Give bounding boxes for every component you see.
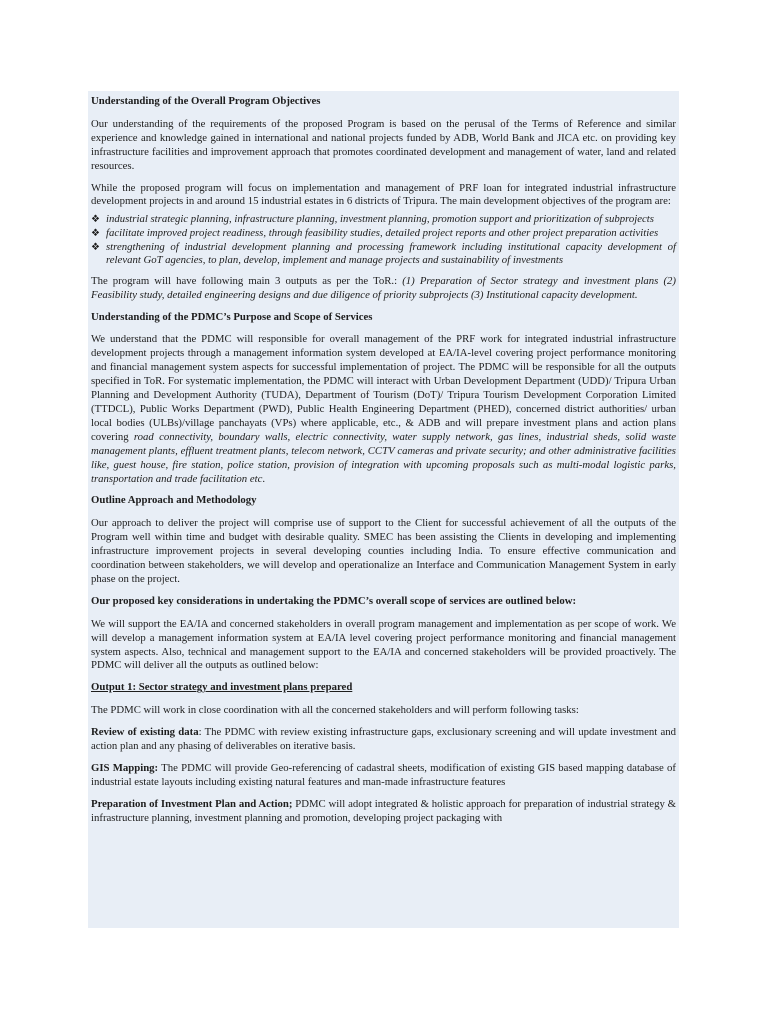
paragraph-support: We will support the EA/IA and concerned stakeholders in overall program management and implementation as per scope of work. We will develop a management information system at EA/IA level covering project performance monitoring and financial management system aspects. Also, technical and management support to the EA/IA and concerned stakeholders will be provided proactively. The PDMC will deliver all the outputs as outlined below: [91, 617, 676, 672]
list-item: ❖ facilitate improved project readiness, through feasibility studies, detailed project reports and other project preparation activities [91, 226, 659, 239]
paragraph-outputs: The program will have following main 3 outputs as per the ToR.: (1) Preparation of Sector strategy and investment plans (2) Feasibility study, detailed engineering designs and due diligence of priority subprojects (3) Institutional capacity development. [91, 274, 676, 301]
paragraph-pdmc-scope: We understand that the PDMC will responsible for overall management of the PRF work for integrated industrial infrastructure development projects through a management information system developed at EA/IA-level covering project performance monitoring and financial management system aspects for successful implementation of project. The PDMC will be responsible for all the outputs specified in ToR. For systematic implementation, the PDMC will interact with Urban Development Department (UDD)/ Tripura Urban Planning and Development Authority (TUDA), Department of Tourism (DoT)/ Tripura Tourism Development Corporation Limited (TTDCL), Public Works Department (PWD), Public Health Engineering Department (PHED), concerned district authorities/ urban local bodies (ULBs)/village panchayats (VPs) where applicable, etc., & ADB and will prepare investment plans and action plans covering road connectivity, boundary walls, electric connectivity, water supply network, gas lines, industrial sheds, solid waste management plants, effluent treatment plants, telecom network, CCTV cameras and private security; and other administrative facilities like, guest house, fire station, police station, provision of integration with upcoming proposals such as multi-modal logistic parks, transportation and trade facilitation etc. [91, 333, 676, 485]
objectives-list [91, 213, 676, 267]
paragraph-coordination: The PDMC will work in close coordination with all the concerned stakeholders and will perform following tasks: [91, 704, 579, 717]
paragraph-approach: Our approach to deliver the project will comprise use of support to the Client for successful achievement of all the outputs of the Program well within time and budget with desirable quality. SMEC has been assisting the Clients in developing and implementing infrastructure improvement projects in several developing counties including India. To ensure effective communication and coordination between stakeholders, we will develop and operationalize an Interface and Communication Management System in early phase on the project. [91, 517, 676, 585]
heading-output-1: Output 1: Sector strategy and investment plans prepared [91, 681, 353, 694]
diamond-bullet-icon: ❖ [91, 214, 100, 226]
diamond-bullet-icon: ❖ [91, 227, 100, 239]
heading-program-objectives: Understanding of the Overall Program Objectives [91, 95, 321, 107]
diamond-bullet-icon: ❖ [91, 241, 100, 253]
heading-pdmc-purpose: Understanding of the PDMC’s Purpose and Scope of Services [91, 310, 373, 323]
document-page [88, 91, 679, 928]
paragraph-investment-plan: Preparation of Investment Plan and Action; PDMC will adopt integrated & holistic approach for preparation of industrial strategy & infrastructure planning, investment planning and promotion, developing project packaging with [91, 797, 676, 824]
paragraph-program-focus: While the proposed program will focus on implementation and management of PRF loan for integrated industrial infrastructure development projects in and around 15 industrial estates in 6 districts of Tripura. The main development objectives of the program are: [91, 181, 676, 208]
list-item: ❖ industrial strategic planning, infrastructure planning, investment planning, promotion support and prioritization of subprojects [91, 213, 654, 226]
heading-approach: Outline Approach and Methodology [91, 494, 257, 507]
paragraph-gis-mapping: GIS Mapping: The PDMC will provide Geo-referencing of cadastral sheets, modification of existing GIS based mapping database of industrial estate layouts including existing natural features and man-made infrastructure features [91, 762, 676, 788]
heading-key-considerations: Our proposed key considerations in undertaking the PDMC’s overall scope of services are outlined below: [91, 594, 577, 607]
paragraph-understanding: Our understanding of the requirements of the proposed Program is based on the perusal of the Terms of Reference and similar experience and knowledge gained in international and national projects funded by ADB, World Bank and JICA etc. on providing key infrastructure facilities and improvement approach that promotes coordinated development and management of water, land and related resources. [91, 117, 676, 172]
list-item: ❖ strengthening of industrial development planning and processing framework including institutional capacity development of relevant GoT agencies, to plan, develop, implement and manage projects and sustainability of investments [91, 240, 676, 267]
paragraph-review-data: Review of existing data: The PDMC with review existing infrastructure gaps, exclusionary screening and will update investment and action plan and any phasing of deliverables on iterative basis. [91, 726, 676, 753]
